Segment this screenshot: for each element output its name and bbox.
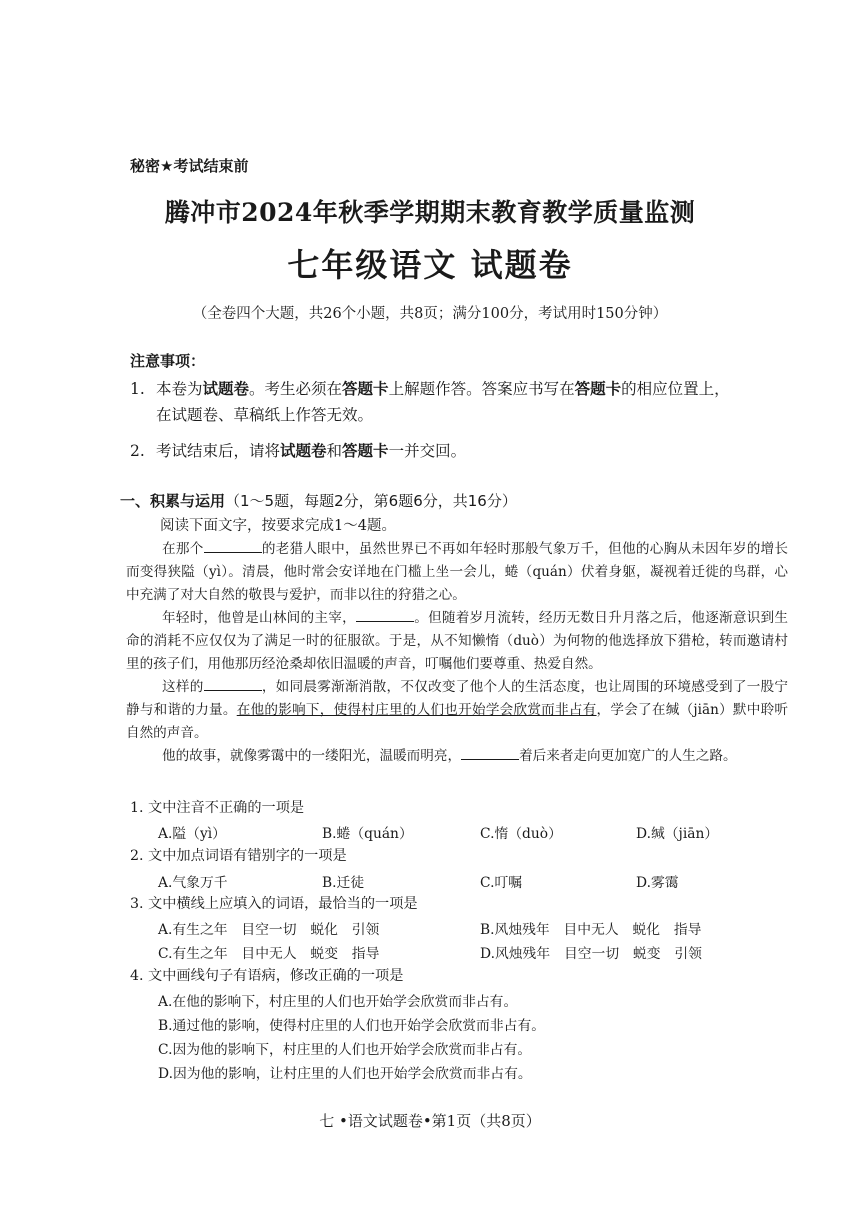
fill-blank xyxy=(204,538,262,553)
notice-text: 一并交回。 xyxy=(388,442,467,460)
question-4-stem: 4. 文中画线句子有语病，修改正确的一项是 xyxy=(130,968,404,984)
question-3-stem: 3. 文中横线上应填入的词语，最恰当的一项是 xyxy=(130,896,418,912)
section-heading xyxy=(120,490,517,511)
section-title: 一、积累与运用 xyxy=(120,492,226,510)
q1-option-a: A.隘（yì） xyxy=(158,826,226,842)
fill-blank xyxy=(356,607,414,622)
q2-option-d: D.雾霭 xyxy=(636,875,679,891)
page-footer: 七 •语文试题卷•第1页（共8页） xyxy=(319,1112,541,1130)
notice-text: 在试题卷、草稿纸上作答无效。 xyxy=(156,406,374,424)
q4-option-d: D.因为他的影响，让村庄里的人们也开始学会欣赏而非占有。 xyxy=(158,1066,532,1082)
notice-text: 本卷为 xyxy=(156,380,203,398)
notice-text: 。考生必须在 xyxy=(249,380,343,398)
notice-bold: 答题卡 xyxy=(342,379,389,398)
notice-text: 的相应位置上， xyxy=(621,380,730,398)
section-scoring: （1～5题，每题2分，第6题6分，共16分） xyxy=(225,492,517,510)
reading-passage xyxy=(126,538,788,768)
passage-text: 的老猎人眼中，虽然世界已不再如年轻时那般气象万千，但他的心胸从未因年岁的增长而变得狭隘（yì）。清晨，他时常会安详地在门槛上坐一会儿，蜷（quán）伏着身躯，凝视着迁徙的鸟群，心中充满了对大自然的敬畏与爱护，而非以往的狩猎之心。 xyxy=(126,541,788,603)
passage-text: 。但随着岁月流转，经历无数日升月落之后，他逐渐意识到生命的消耗不应仅仅为了满足一时的征服欲。于是，从不知懒惰（duò）为何物的他选择放下猎枪，转而邀请村里的孩子们，用他那历经沧桑却依旧温暖的声音，叮嘱他们要尊重、热爱自然。 xyxy=(126,610,788,672)
passage-paragraph-2 xyxy=(126,607,788,676)
q1-option-c: C.惰（duò） xyxy=(480,826,562,842)
q3-option-d: D.风烛残年 目空一切 蜕变 引领 xyxy=(480,946,702,962)
underlined-sentence: 在他的影响下，使得村庄里的人们也开始学会欣赏而非占有 xyxy=(236,702,597,718)
notice-text: 上解题作答。答案应书写在 xyxy=(388,380,575,398)
section-instruction: 阅读下面文字，按要求完成1～4题。 xyxy=(160,518,396,534)
fill-blank xyxy=(461,745,519,760)
q4-option-b: B.通过他的影响，使得村庄里的人们也开始学会欣赏而非占有。 xyxy=(158,1018,546,1034)
notice-heading: 注意事项： xyxy=(130,352,206,370)
question-1-stem: 1. 文中注音不正确的一项是 xyxy=(130,800,305,816)
q2-option-c: C.叮嘱 xyxy=(480,875,523,891)
exam-info: （全卷四个大题，共26个小题，共8页；满分100分，考试用时150分钟） xyxy=(192,306,668,322)
fill-blank xyxy=(204,676,262,691)
passage-text: ，学会了在缄（jiān）默中聆听自然的声音。 xyxy=(126,702,789,741)
notice-bold: 答题卡 xyxy=(574,379,622,398)
passage-paragraph-4 xyxy=(126,745,788,768)
q1-option-b: B.蜷（quán） xyxy=(322,826,413,842)
confidential-label: 秘密★考试结束前 xyxy=(130,157,249,175)
notice-text: 和 xyxy=(326,442,343,460)
notice-item-number: 1. xyxy=(130,380,145,398)
q3-option-c: C.有生之年 目中无人 蜕变 指导 xyxy=(158,946,380,962)
notice-bold: 试题卷 xyxy=(280,441,327,460)
q4-option-c: C.因为他的影响下，村庄里的人们也开始学会欣赏而非占有。 xyxy=(158,1042,532,1058)
q3-option-b: B.风烛残年 目中无人 蜕化 指导 xyxy=(480,922,702,938)
notice-text: 考试结束后，请将 xyxy=(156,442,281,460)
q1-option-d: D.缄（jiān） xyxy=(636,826,719,842)
q3-option-a: A.有生之年 目空一切 蜕化 引领 xyxy=(158,922,380,938)
passage-text: 着后来者走向更加宽广的人生之路。 xyxy=(519,748,737,764)
q4-option-a: A.在他的影响下，村庄里的人们也开始学会欣赏而非占有。 xyxy=(158,994,518,1010)
passage-text: 在那个 xyxy=(162,541,204,557)
exam-title: 腾冲市2024年秋季学期期末教育教学质量监测 xyxy=(164,198,696,227)
notice-bold: 试题卷 xyxy=(202,379,250,398)
passage-paragraph-3 xyxy=(126,676,788,745)
q2-option-b: B.迁徒 xyxy=(322,875,365,891)
passage-text: 年轻时，他曾是山林间的主宰， xyxy=(162,610,356,626)
passage-paragraph-1 xyxy=(126,538,788,607)
exam-subject-title: 七年级语文 试题卷 xyxy=(287,246,573,284)
question-2-stem: 2. 文中加点词语有错别字的一项是 xyxy=(130,848,347,864)
notice-item-number: 2. xyxy=(130,442,145,460)
q2-option-a: A.气象万千 xyxy=(158,875,228,891)
passage-text: 这样的 xyxy=(162,679,204,695)
passage-text: ，如同晨雾渐渐消散，不仅改变了他个人的生活态度，也让周围的环境感受到了一股宁静与和谐的力量。 xyxy=(126,679,788,718)
notice-item-1 xyxy=(130,376,790,428)
passage-text: 他的故事，就像雾霭中的一缕阳光，温暖而明亮， xyxy=(162,748,462,764)
notice-item-2 xyxy=(130,438,790,464)
notice-bold: 答题卡 xyxy=(342,441,389,460)
